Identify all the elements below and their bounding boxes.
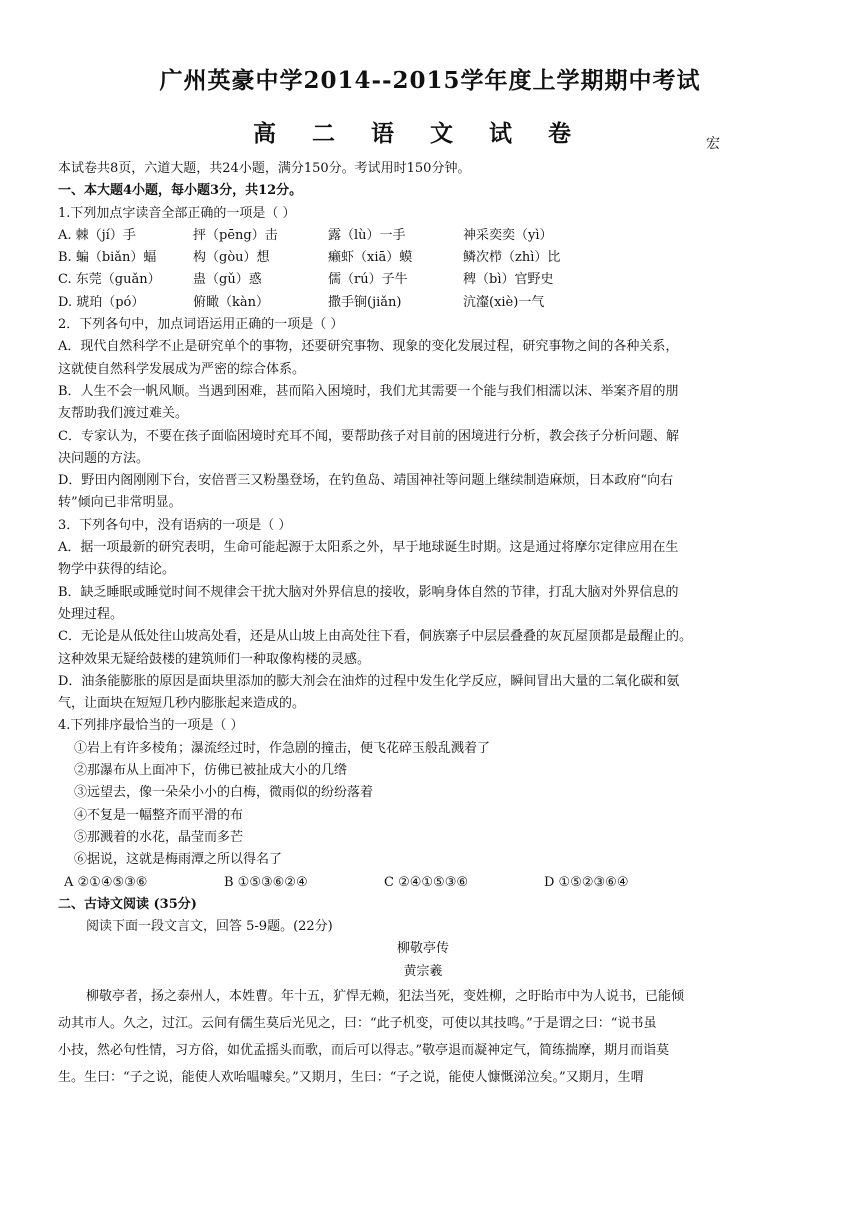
q3-line: 物学中获得的结论。 [58,562,176,578]
q3-line: C．无论是从低处往山坡高处看，还是从山坡上由高处往下看，侗族寨子中层层叠叠的灰瓦屋顶都是最醒止的。 [58,629,692,645]
section2-heading: 二、古诗文阅读 (35分) [58,896,197,912]
passage-title: 柳敬亭传 [396,941,449,957]
q3-line: 气，让面块在短短几秒内膨胀起来造成的。 [58,696,306,712]
q1-option-cell: 稗（bì）官野史 [463,272,554,288]
q1-option-cell: B. 蝙（biǎn）蝠 [58,250,157,266]
passage-line: 生。生曰：“子之说，能使人欢咍嗢噱矣。”又期月，生曰：“子之说，能使人慷慨涕泣矣。”又期月，生喟 [58,1069,644,1085]
q1-option-cell: 神采奕奕（yì） [463,227,553,243]
q4-stem: 4.下列排序最恰当的一项是（ ） [58,718,244,734]
q2-line: D．野田内阁刚刚下台，安倍晋三又粉墨登场，在钓鱼岛、靖国神社等问题上继续制造麻烦，日本政府“向右 [58,473,674,489]
q1-stem: 1.下列加点字读音全部正确的一项是（ ） [58,205,296,221]
q4-item: ⑤那溅着的水花，晶莹而多芒 [74,829,244,845]
q2-line: B．人生不会一帆风顺。当遇到困难，甚而陷入困境时，我们尤其需要一个能与我们相濡以沫、举案齐眉的朋 [58,383,679,399]
corner-mark: 宏 [706,136,720,152]
q3-line: 处理过程。 [58,606,124,622]
q1-option-row [58,292,788,314]
q4-item: ③远望去，像一朵朵小小的白梅，微雨似的纷纷落着 [74,785,374,801]
exam-title: 广州英豪中学2014--2015学年度上学期期中考试 [159,67,701,94]
q3-line: A．据一项最新的研究表明，生命可能起源于太阳系之外，早于地球诞生时期。这是通过将摩尔定律应用在生 [58,540,679,556]
q1-option-cell: 蛊（gǔ）惑 [193,272,262,288]
q1-option-row [58,225,788,247]
q1-option-cell: 鳞次栉（zhì）比 [463,250,561,266]
q1-option-cell: 露（lù）一手 [328,227,406,243]
q2-stem: 2．下列各句中，加点词语运用正确的一项是（ ） [58,317,344,333]
q1-option-cell: 俯瞰（kàn） [193,294,270,310]
q2-line: A．现代自然科学不止是研究单个的事物，还要研究事物、现象的变化发展过程，研究事物之间的各种关系， [58,339,679,355]
exam-body [58,158,788,1091]
q1-option-row [58,247,788,269]
q4-choice: A ②①④⑤③⑥ [64,874,148,890]
q3-line: D．油条能膨胀的原因是面块里添加的膨大剂会在油炸的过程中发生化学反应，瞬间冒出大量的二氧化碳和氨 [58,673,680,689]
q4-item: ①岩上有许多棱角；瀑流经过时，作急剧的撞击，便飞花碎玉般乱溅着了 [74,740,491,756]
passage-author: 黄宗羲 [403,963,443,979]
q2-line: C．专家认为，不要在孩子面临困境时充耳不闻，要帮助孩子对目前的困境进行分析，教会孩子分析问题、解 [58,428,679,444]
passage-line: 小技，然必句性情，习方俗，如优孟摇头而歌，而后可以得志。”敬亭退而凝神定气，简练揣摩，期月而诣莫 [58,1042,670,1058]
q1-option-cell: 抨（pēng）击 [193,227,278,243]
q3-stem: 3．下列各句中，没有语病的一项是（ ） [58,517,292,533]
q4-choices [58,872,788,894]
q4-choice: C ②④①⑤③⑥ [384,874,469,890]
q1-option-row [58,269,788,291]
exam-subtitle: 高二语文试卷 [253,120,607,147]
q1-option-cell: 构（gòu）想 [193,250,270,266]
q1-option-cell: D. 琥珀（pó） [58,294,145,310]
q4-choice: B ①⑤③⑥②④ [224,874,308,890]
q2-line: 决问题的方法。 [58,450,150,466]
q2-line: 友帮助我们渡过难关。 [58,406,189,422]
exam-intro: 本试卷共8页，六道大题，共24小题，满分150分。考试用时150分钟。 [58,161,471,176]
section1-heading: 一、本大题4小题，每小题3分，共12分。 [58,183,303,199]
q3-line: B．缺乏睡眠或睡觉时间不规律会干扰大脑对外界信息的接收，影响身体自然的节律，打乱大脑对外界信息的 [58,584,679,600]
q1-option-cell: 儒（rú）子牛 [328,272,408,288]
q4-item: ②那瀑布从上面冲下，仿佛已被扯成大小的几绺 [74,763,348,779]
q1-option-cell: 撒手锏(jiǎn) [328,294,402,310]
q4-choice: D ①⑤②③⑥④ [544,874,629,890]
q4-item: ⑥据说，这就是梅雨潭之所以得名了 [74,852,283,868]
q1-option-cell: 沆瀣(xiè)一气 [463,294,545,310]
q1-option-cell: A. 棘（jí）手 [58,227,136,243]
section2-instruction: 阅读下面一段文言文，回答 5-9题。(22分) [86,919,333,935]
q1-option-cell: C. 东莞（guǎn） [58,272,161,288]
q2-line: 转”倾向已非常明显。 [58,495,182,511]
q4-item: ④不复是一幅整齐而平滑的布 [74,807,244,823]
passage-line: 柳敬亭者，扬之泰州人，本姓曹。年十五，犷悍无赖，犯法当死，变姓柳，之盱眙市中为人说书，已能倾 [86,988,685,1004]
passage-line: 动其市人。久之，过江。云间有儒生莫后光见之，曰：“此子机变，可使以其技鸣。”于是谓之曰：“说书虽 [58,1015,657,1031]
q1-option-cell: 癞虾（xiā）蟆 [328,250,413,266]
q2-line: 这就使自然科学发展成为严密的综合体系。 [58,361,306,377]
q3-line: 这种效果无疑给鼓楼的建筑师们一种取像构楼的灵感。 [58,651,371,667]
